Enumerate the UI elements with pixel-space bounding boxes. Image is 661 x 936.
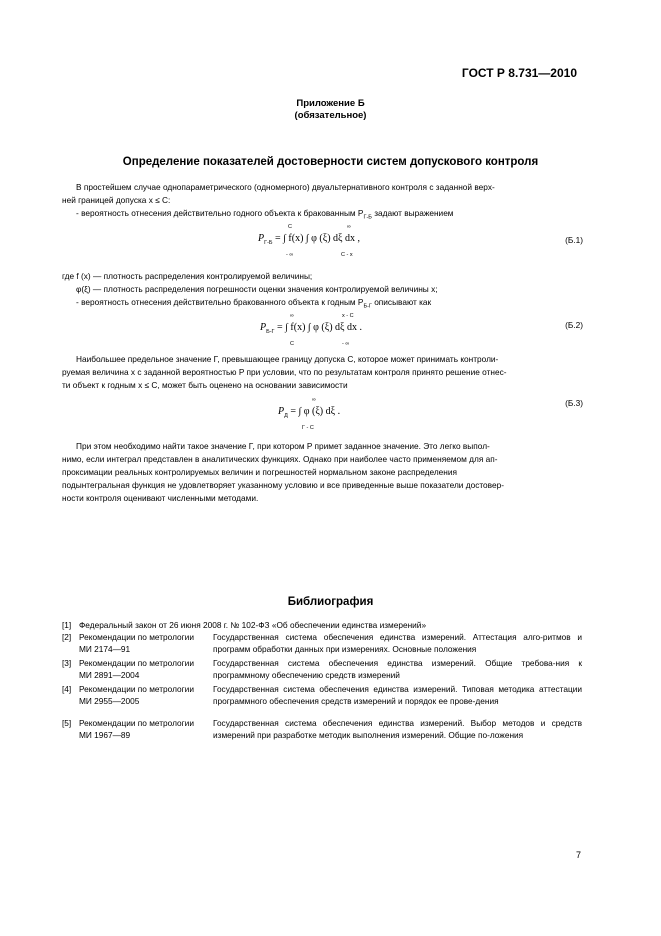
section-title: Определение показателей достоверности систем допускового контроля <box>122 156 539 168</box>
para3-line-4: подынтегральная функция не удовлетворяет указанному условию и все приведенные выше показатели достовер- <box>62 480 504 490</box>
bib-item-2 <box>62 632 582 655</box>
formula-b3-lhs-sub: Д <box>284 413 288 419</box>
para3-line-1: При этом необходимо найти такое значение Γ, при котором P примет заданное значение. Это легко выпол- <box>76 441 490 451</box>
formula-b2-number: (Б.2) <box>565 320 583 330</box>
bib-item-ref-line-1: Рекомендации по метрологии <box>79 632 194 642</box>
bib-item-ref-line-2: МИ 2891—2004 <box>79 669 140 680</box>
formula-b2-upper1: ∞ <box>290 313 294 319</box>
formula-b1-lhs-sub: Г-Б <box>264 240 273 246</box>
appendix-status: (обязательное) <box>294 110 367 121</box>
formula-b3-lower: Γ - C <box>302 425 314 431</box>
bullet-1-tail: задают выражением <box>371 208 454 218</box>
bib-item-number: [1] <box>62 620 72 630</box>
bib-item-3 <box>62 658 582 681</box>
bib-item-1 <box>62 620 582 632</box>
bib-item-number: [5] <box>62 718 72 728</box>
bullet-2-text: - вероятность отнесения действительно бракованного объекта к годным P <box>76 297 364 307</box>
bib-item-reference: Федеральный закон от 26 июня 2008 г. № 102-ФЗ «Об обеспечении единства измерений» <box>79 620 427 630</box>
bullet-1 <box>76 207 454 225</box>
para2-line-3: ти объект к годным x ≤ C, может быть оценено на основании зависимости <box>62 380 348 390</box>
formula-b1-body: = ∫ f(x) ∫ φ (ξ) dξ dx , <box>275 233 360 244</box>
formula-b1-upper2: ∞ <box>347 224 351 230</box>
bib-item-ref-line-2: МИ 2955—2005 <box>79 695 140 706</box>
formula-b2-upper2: x - C <box>342 313 354 319</box>
bib-item-number: [3] <box>62 658 72 668</box>
intro-line-1: В простейшем случае однопараметрического (одномерного) двуальтернативного контроля с заданной верх- <box>76 182 495 192</box>
para3-line-5: ности контроля оценивают численными методами. <box>62 493 259 503</box>
bullet-2-tail: описывают как <box>371 297 432 307</box>
bullet-1-sub: Г-Б <box>363 214 372 221</box>
formula-b3-upper: ∞ <box>312 397 316 403</box>
formula-b3-body: = ∫ φ (ξ) dξ . <box>290 406 341 417</box>
formula-b2-lhs-sub: Б-Г <box>266 329 275 335</box>
bib-item-reference <box>79 684 213 707</box>
bib-item-description: Государственная система обеспечения единства измерений. Общие требова-ния к программному обеспечению средств измерений <box>213 658 582 680</box>
formula-b2-lower2: - ∞ <box>342 341 350 347</box>
document-code: ГОСТ Р 8.731—2010 <box>461 66 577 80</box>
bullet-2 <box>76 296 431 314</box>
bib-item-5 <box>62 718 582 741</box>
bib-item-description: Государственная система обеспечения единства измерений. Типовая методика аттестации программного обеспечения средств измерений и порядок ее прове-дения <box>213 684 582 706</box>
formula-b2-lhs: P <box>260 322 267 333</box>
formula-b3 <box>278 397 341 431</box>
bib-item-reference <box>79 658 213 681</box>
para3-line-2: нимо, если интеграл представлен в аналитических функциях. Однако при наиболее часто применяемом для ап- <box>62 454 498 464</box>
bibliography-title: Библиография <box>287 596 374 608</box>
formula-b1-lower2: C - x <box>341 252 353 258</box>
bib-item-4 <box>62 684 582 707</box>
bib-item-ref-line-1: Рекомендации по метрологии <box>79 684 194 694</box>
bib-item-description: Государственная система обеспечения единства измерений. Выбор методов и средств измерений при разработке методик выполнения измерений. Общие по-ложения <box>213 718 582 740</box>
appendix-label: Приложение Б <box>296 98 365 109</box>
page-number: 7 <box>575 850 581 860</box>
formula-b2-body: = ∫ f(x) ∫ φ (ξ) dξ dx . <box>277 322 362 333</box>
formula-b2-lower1: C <box>290 341 294 347</box>
para2-line-2: руемая величина x с заданной вероятностью P при условии, что по результатам контроля принято решение отнес- <box>62 367 507 377</box>
bullet-1-text: - вероятность отнесения действительно годного объекта к бракованным P <box>76 208 364 218</box>
formula-b3-lhs: P <box>278 406 285 417</box>
bullet-2-sub: Б-Г <box>363 303 372 310</box>
formula-b1 <box>258 224 360 258</box>
formula-b2 <box>260 313 362 347</box>
formula-b3-number: (Б.3) <box>565 398 583 408</box>
bib-item-reference <box>79 632 213 655</box>
bib-item-ref-line-1: Рекомендации по метрологии <box>79 658 194 668</box>
intro-line-2: ней границей допуска x ≤ C: <box>62 195 171 205</box>
para3-line-3: проксимации реальных контролируемых величин и погрешностей нормальном законе распределения <box>62 467 457 477</box>
bib-item-description: Государственная система обеспечения единства измерений. Аттестация алго-ритмов и программ обработки данных при измерениях. Основные положения <box>213 632 582 654</box>
formula-b1-number: (Б.1) <box>565 235 583 245</box>
formula-b1-upper1: C <box>288 224 292 230</box>
para2-line-1: Наибольшее предельное значение Γ, превышающее границу допуска C, которое может принимать контроли- <box>76 354 499 364</box>
formula-b1-lower1: - ∞ <box>286 252 294 258</box>
bib-item-ref-line-1: Рекомендации по метрологии <box>79 718 194 728</box>
where-line-2: φ(ξ) — плотность распределения погрешности оценки значения контролируемой величины x; <box>76 284 438 294</box>
bib-item-ref-line-2: МИ 1967—89 <box>79 729 131 740</box>
bib-item-ref-line-2: МИ 2174—91 <box>79 643 131 654</box>
where-line-1: где f (x) — плотность распределения контролируемой величины; <box>62 271 313 281</box>
bib-item-number: [4] <box>62 684 72 694</box>
bib-item-number: [2] <box>62 632 72 642</box>
formula-b1-lhs: P <box>258 233 265 244</box>
bib-item-reference <box>79 718 213 741</box>
